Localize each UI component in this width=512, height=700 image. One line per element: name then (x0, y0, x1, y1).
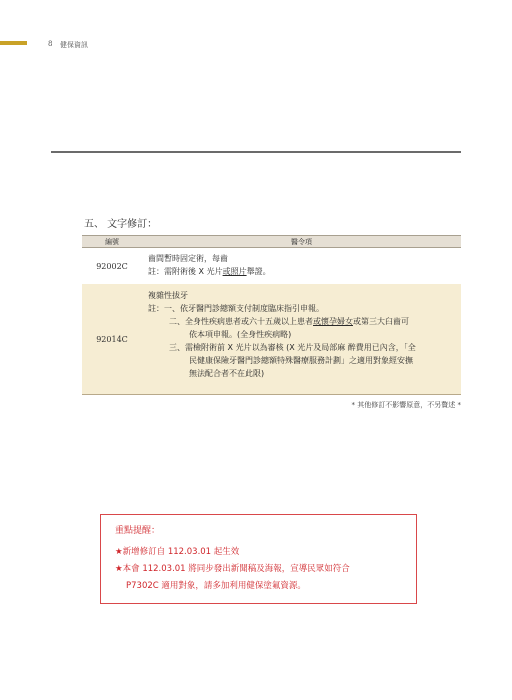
column-header-item: 醫令項 (291, 237, 312, 246)
note-item-2-suffix: 或第三大臼齒可 (353, 317, 409, 326)
note-item-2-prefix: 二、全身性疾病患者或六十五歲以上患者 (169, 317, 313, 326)
note-suffix: 舉證。 (246, 267, 271, 276)
revision-table (82, 235, 461, 395)
row-item-name: 複雜性拔牙 (148, 291, 188, 300)
section-title: 五、 文字修訂： (84, 219, 158, 230)
row-description (142, 284, 461, 394)
table-row (82, 284, 461, 394)
row-code: 92002C (96, 261, 128, 271)
running-header-section: 健保資訊 (60, 41, 88, 49)
note-item-1: 註：一、依牙醫門診總額支付制度臨床指引申報。 (148, 304, 324, 313)
notice-item-2-line-2: P7302C 適用對象，請多加利用健保塗氟資源。 (126, 581, 306, 591)
row-code: 92014C (96, 334, 128, 344)
header-accent-bar (0, 41, 27, 45)
note-item-2 (148, 315, 461, 341)
row-item-name: 齒間暫時固定術，每齒 (148, 254, 228, 263)
row-note (148, 265, 461, 278)
page-number: 8 (48, 40, 53, 48)
important-notice-box (100, 514, 417, 604)
note-item-3-line-3: 無法配合者不在此限) (189, 369, 265, 378)
note-underlined-text: 或照片 (222, 267, 247, 276)
footnote: * 其他修訂不影響原意，不另贅述 * (351, 401, 461, 409)
notice-item-2-line-1: ★本會 112.03.01 將同步發出新聞稿及海報，宣導民眾如符合 (115, 564, 350, 574)
horizontal-divider (51, 151, 461, 153)
table-row (82, 248, 461, 284)
column-header-code: 編號 (105, 237, 119, 246)
note-item-3-line-2: 民健康保險牙醫門診總額特殊醫療服務計劃」之適用對象經安撫 (189, 356, 413, 365)
note-item-2-underlined: 或懷孕婦女 (313, 317, 353, 326)
note-item-3 (148, 341, 461, 380)
row-description (142, 248, 461, 284)
note-item-2-continued: 依本項申報。(全身性疾病略) (189, 330, 292, 339)
note-prefix: 註：需附術後 X 光片 (148, 267, 223, 276)
notice-title: 重點提醒： (115, 526, 161, 536)
table-header (82, 235, 461, 248)
notice-item-1: ★新增修訂自 112.03.01 起生效 (115, 547, 240, 557)
note-item-3-line-1: 三、需檢附術前 X 光片以為審核 (X 光片及局部麻 醉費用已內含，「全 (169, 343, 416, 352)
